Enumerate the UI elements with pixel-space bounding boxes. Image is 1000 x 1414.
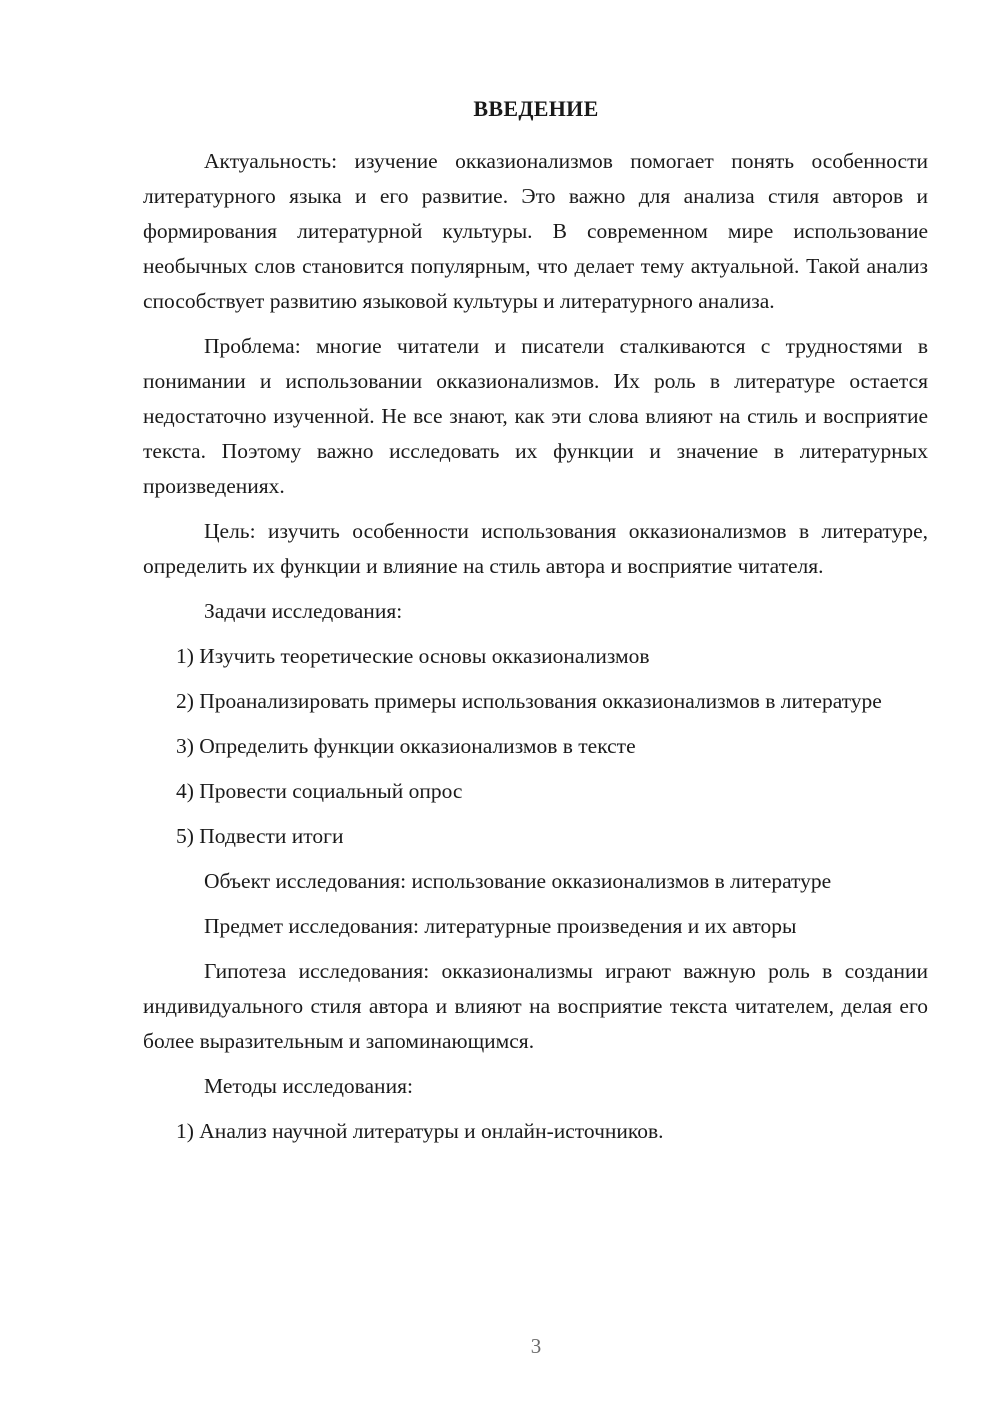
paragraph-hypothesis: Гипотеза исследования: окказионализмы играют важную роль в создании индивидуального стиля автора и влияют на восприятие текста читателем, делая его более выразительным и запоминающимся. bbox=[143, 959, 928, 1053]
document-body bbox=[143, 144, 928, 1159]
paragraph-relevance: Актуальность: изучение окказионализмов помогает понять особенности литературного языка и его развитие. Это важно для анализа стиля авторов и формирования литературной культуры. В современном мире использование необычных слов становится популярным, что делает тему актуальной. Такой анализ способствует развитию языковой культуры и литературного анализа. bbox=[143, 149, 928, 313]
tasks-heading: Задачи исследования: bbox=[204, 599, 403, 623]
task-item: 4) Провести социальный опрос bbox=[176, 779, 463, 803]
paragraph-problem: Проблема: многие читатели и писатели сталкиваются с трудностями в понимании и использовании окказионализмов. Их роль в литературе остается недостаточно изученной. Не все знают, как эти слова влияют на стиль и восприятие текста. Поэтому важно исследовать их функции и значение в литературных произведениях. bbox=[143, 334, 928, 498]
page-number: 3 bbox=[530, 1334, 542, 1358]
paragraph-subject: Предмет исследования: литературные произведения и их авторы bbox=[204, 914, 797, 938]
method-item: 1) Анализ научной литературы и онлайн-источников. bbox=[176, 1119, 664, 1143]
task-item: 2) Проанализировать примеры использования окказионализмов в литературе bbox=[176, 689, 882, 713]
task-item: 3) Определить функции окказионализмов в тексте bbox=[176, 734, 636, 758]
paragraph-object: Объект исследования: использование окказионализмов в литературе bbox=[204, 869, 832, 893]
methods-heading: Методы исследования: bbox=[204, 1074, 413, 1098]
paragraph-goal: Цель: изучить особенности использования окказионализмов в литературе, определить их функции и влияние на стиль автора и восприятие читателя. bbox=[143, 519, 928, 578]
task-item: 5) Подвести итоги bbox=[176, 824, 344, 848]
task-item: 1) Изучить теоретические основы окказионализмов bbox=[176, 644, 650, 668]
page-title: ВВЕДЕНИЕ bbox=[473, 96, 599, 121]
